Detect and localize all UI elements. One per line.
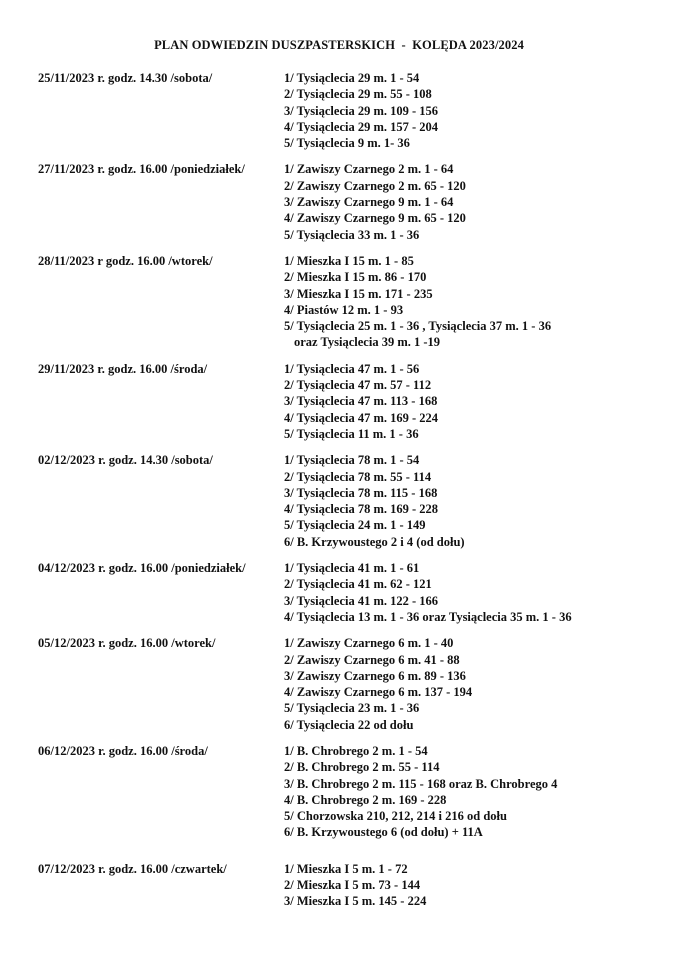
visit-address: 2/ Zawiszy Czarnego 2 m. 65 - 120	[284, 178, 466, 193]
visit-block	[38, 253, 658, 351]
visit-date: 28/11/2023 r godz. 16.00 /wtorek/	[38, 253, 213, 268]
visit-date: 29/11/2023 r. godz. 16.00 /środa/	[38, 361, 208, 376]
visit-address: 3/ Zawiszy Czarnego 9 m. 1 - 64	[284, 195, 454, 210]
visit-block	[38, 743, 658, 841]
visit-address: 1/ Tysiąclecia 47 m. 1 - 56	[284, 361, 420, 376]
visit-date: 06/12/2023 r. godz. 16.00 /środa/	[38, 743, 208, 758]
visit-address: 5/ Tysiąclecia 24 m. 1 - 149	[284, 518, 426, 533]
visit-address-list	[284, 361, 658, 442]
visit-address: 3/ Tysiąclecia 41 m. 122 - 166	[284, 593, 439, 608]
visit-address: 4/ Tysiąclecia 78 m. 169 - 228	[284, 502, 439, 517]
visit-address: 3/ Tysiąclecia 29 m. 109 - 156	[284, 103, 439, 118]
visit-address: 1/ Zawiszy Czarnego 6 m. 1 - 40	[284, 636, 454, 651]
visit-address: 6/ B. Krzywoustego 6 (od dołu) + 11A	[284, 825, 483, 840]
visit-address: 3/ Mieszka I 15 m. 171 - 235	[284, 286, 433, 301]
visit-address: 1/ Zawiszy Czarnego 2 m. 1 - 64	[284, 162, 454, 177]
visit-address: 5/ Tysiąclecia 25 m. 1 - 36 , Tysiąclecia 37 m. 1 - 36	[284, 319, 552, 334]
visit-address-list	[284, 161, 658, 242]
visit-address: 1/ Tysiąclecia 41 m. 1 - 61	[284, 561, 420, 576]
visit-address: 5/ Tysiąclecia 11 m. 1 - 36	[284, 426, 419, 441]
visit-date: 05/12/2023 r. godz. 16.00 /wtorek/	[38, 636, 216, 651]
visit-address: 2/ Tysiąclecia 29 m. 55 - 108	[284, 87, 432, 102]
visit-address-list	[284, 560, 658, 625]
visit-address: 3/ Tysiąclecia 78 m. 115 - 168	[284, 485, 438, 500]
visit-address: 2/ B. Chrobrego 2 m. 55 - 114	[284, 760, 440, 775]
visit-address: 3/ Mieszka I 5 m. 145 - 224	[284, 894, 427, 909]
visit-address: 1/ Mieszka I 5 m. 1 - 72	[284, 861, 408, 876]
visit-address: 2/ Tysiąclecia 78 m. 55 - 114	[284, 469, 432, 484]
visit-block	[38, 361, 658, 442]
visit-address: 3/ Tysiąclecia 47 m. 113 - 168	[284, 394, 438, 409]
visit-address: 1/ B. Chrobrego 2 m. 1 - 54	[284, 743, 428, 758]
visit-block	[38, 452, 658, 550]
visit-block	[38, 861, 658, 910]
page-title: PLAN ODWIEDZIN DUSZPASTERSKICH - KOLĘDA 2023/2024	[154, 38, 524, 52]
visit-address: 3/ B. Chrobrego 2 m. 115 - 168 oraz B. Chrobrego 4	[284, 776, 558, 791]
visit-date: 25/11/2023 r. godz. 14.30 /sobota/	[38, 71, 213, 85]
visit-date: 02/12/2023 r. godz. 14.30 /sobota/	[38, 453, 213, 468]
visit-address-list	[284, 743, 658, 841]
visit-address: 4/ B. Chrobrego 2 m. 169 - 228	[284, 792, 447, 807]
visit-address: 4/ Zawiszy Czarnego 9 m. 65 - 120	[284, 211, 466, 226]
visit-address: 1/ Mieszka I 15 m. 1 - 85	[284, 253, 414, 268]
visit-address: 4/ Zawiszy Czarnego 6 m. 137 - 194	[284, 685, 473, 700]
visit-address: 1/ Tysiąclecia 29 m. 1 - 54	[284, 71, 420, 85]
visit-address: 5/ Tysiąclecia 23 m. 1 - 36	[284, 701, 420, 716]
visit-date: 04/12/2023 r. godz. 16.00 /poniedziałek/	[38, 561, 246, 576]
visit-address: 4/ Tysiąclecia 29 m. 157 - 204	[284, 119, 439, 134]
visit-date: 07/12/2023 r. godz. 16.00 /czwartek/	[38, 861, 227, 876]
visit-block	[38, 560, 658, 625]
visit-address: 5/ Tysiąclecia 9 m. 1- 36	[284, 136, 410, 151]
visit-address-continuation: oraz Tysiąclecia 39 m. 1 -19	[294, 335, 441, 350]
visit-address: 2/ Mieszka I 5 m. 73 - 144	[284, 878, 421, 893]
visit-address: 3/ Zawiszy Czarnego 6 m. 89 - 136	[284, 668, 466, 683]
visit-address-list	[284, 635, 658, 733]
visit-address: 4/ Tysiąclecia 47 m. 169 - 224	[284, 410, 439, 425]
visit-address: 2/ Zawiszy Czarnego 6 m. 41 - 88	[284, 652, 460, 667]
visit-address: 5/ Tysiąclecia 33 m. 1 - 36	[284, 227, 420, 242]
visit-address: 5/ Chorzowska 210, 212, 214 i 216 od dołu	[284, 809, 507, 824]
visit-address: 6/ Tysiąclecia 22 od dołu	[284, 717, 414, 732]
visit-date: 27/11/2023 r. godz. 16.00 /poniedziałek/	[38, 162, 245, 177]
visit-address: 1/ Tysiąclecia 78 m. 1 - 54	[284, 453, 420, 468]
visit-schedule	[38, 70, 658, 920]
visit-address: 2/ Tysiąclecia 41 m. 62 - 121	[284, 577, 432, 592]
visit-address: 4/ Piastów 12 m. 1 - 93	[284, 302, 404, 317]
visit-address-list	[284, 452, 658, 550]
visit-address: 4/ Tysiąclecia 13 m. 1 - 36 oraz Tysiąclecia 35 m. 1 - 36	[284, 609, 572, 624]
visit-block	[38, 161, 658, 242]
visit-address: 2/ Tysiąclecia 47 m. 57 - 112	[284, 378, 432, 393]
visit-address-list	[284, 70, 658, 151]
visit-address-list	[284, 253, 658, 351]
visit-address: 6/ B. Krzywoustego 2 i 4 (od dołu)	[284, 534, 465, 549]
visit-address-list	[284, 861, 658, 910]
visit-address: 2/ Mieszka I 15 m. 86 - 170	[284, 270, 427, 285]
visit-block	[38, 635, 658, 733]
visit-block	[38, 70, 658, 151]
